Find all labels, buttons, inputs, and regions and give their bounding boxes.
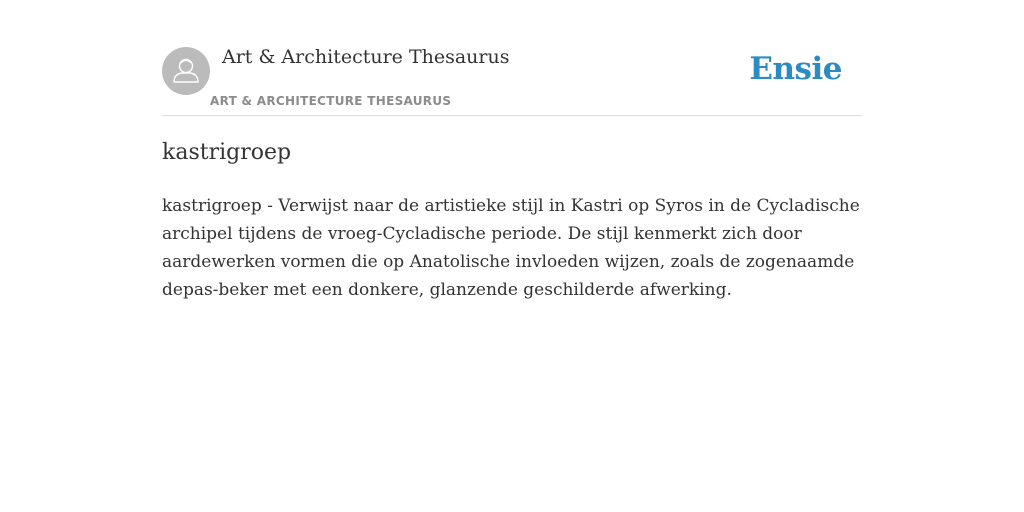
avatar[interactable] — [162, 47, 210, 95]
author-name-link[interactable]: Art & Architecture Thesaurus — [222, 46, 510, 68]
author-subtitle: ART & ARCHITECTURE THESAURUS — [210, 94, 452, 108]
ensie-logo[interactable]: Ensie — [749, 51, 842, 87]
entry-title: kastrigroep — [162, 140, 292, 165]
user-icon — [162, 47, 210, 95]
entry-definition: kastrigroep - Verwijst naar de artistieke stijl in Kastri op Syros in de Cycladische archipel tijdens de vroeg-Cycladische periode. De stijl kenmerkt zich door aardewerken vormen die op Anatolische invloeden wijzen, zoals de zogenaamde depas-beker met een donkere, glanzende geschilderde afwerking. — [162, 196, 860, 300]
page-header — [162, 40, 862, 116]
